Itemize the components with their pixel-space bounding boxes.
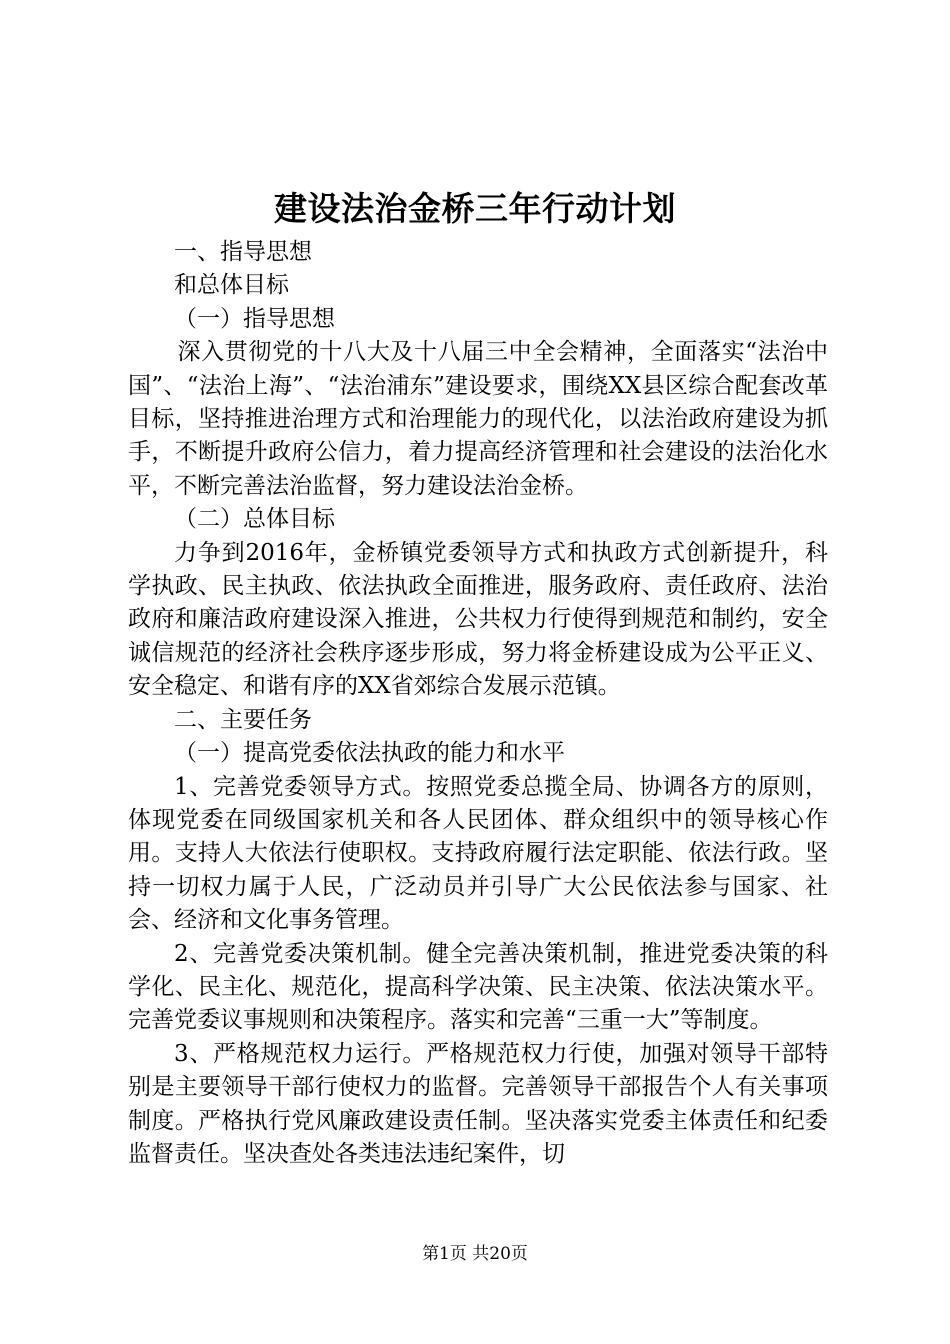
- paragraph: 1、完善党委领导方式。按照党委总揽全局、协调各方的原则，体现党委在同级国家机关和各人民团体、群众组织中的领导核心作用。支持人大依法行使职权。支持政府履行法定职能、依法行政。坚持一切权力属于人民，广泛动员并引导广大公民依法参与国家、社会、经济和文化事务管理。: [128, 773, 828, 934]
- section-heading: 一、指导思想: [174, 239, 312, 265]
- document-title: 建设法治金桥三年行动计划: [274, 189, 676, 228]
- subsection-heading: （一）指导思想: [174, 305, 335, 332]
- page-number: 第1页 共20页: [422, 1244, 528, 1264]
- paragraph: 深入贯彻党的十八大及十八届三中全会精神，全面落实“法治中国”、“法治上海”、“法治浦东”建设要求，围绕XX县区综合配套改革目标，坚持推进治理方式和治理能力的现代化，以法治政府建设为抓手，不断提升政府公信力，着力提高经济管理和社会建设的法治化水平，不断完善法治监督，努力建设法治金桥。: [128, 339, 828, 499]
- paragraph: 2、完善党委决策机制。健全完善决策机制，推进党委决策的科学化、民主化、规范化，提高科学决策、民主决策、依法决策水平。完善党委议事规则和决策程序。落实和完善“三重一大”等制度。: [128, 940, 828, 1034]
- subsection-heading: （一）提高党委依法执政的能力和水平: [174, 740, 565, 767]
- paragraph: 力争到2016年，金桥镇党委领导方式和执政方式创新提升，科学执政、民主执政、依法执政全面推进，服务政府、责任政府、法治政府和廉洁政府建设深入推进，公共权力行使得到规范和制约，安全诚信规范的经济社会秩序逐步形成，努力将金桥建设成为公平正义、安全稳定、和谐有序的XX省郊综合发展示范镇。: [128, 539, 828, 700]
- document-body: [128, 236, 828, 1171]
- subsection-heading: （二）总体目标: [174, 506, 335, 533]
- paragraph: 3、严格规范权力运行。严格规范权力行使，加强对领导干部特别是主要领导干部行使权力的监督。完善领导干部报告个人有关事项制度。严格执行党风廉政建设责任制。坚决落实党委主体责任和纪委监督责任。坚决查处各类违法违纪案件，切: [128, 1040, 828, 1167]
- section-heading: 二、主要任务: [174, 706, 312, 733]
- section-heading-continued: 和总体目标: [174, 272, 289, 299]
